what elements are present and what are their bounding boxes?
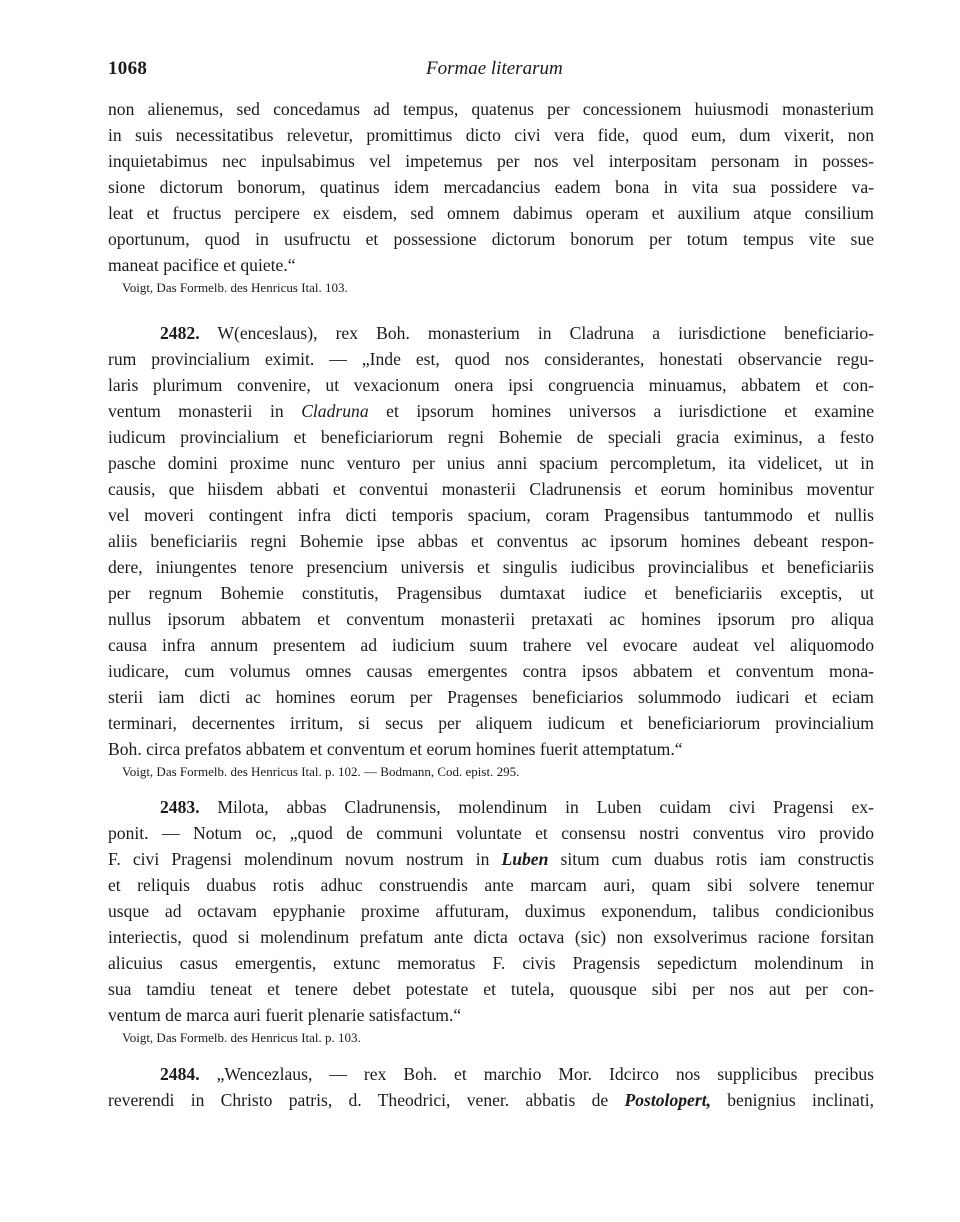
source-citation: [122, 279, 888, 297]
text-segment: in suis necessitatibus relevetur, promittimus dicto civi vera fide, quod eum, dum vixerit, non: [108, 125, 874, 145]
text-segment: non alienemus, sed concedamus ad tempus, quatenus per concessionem huiusmodi monasterium: [108, 99, 874, 119]
text-line: [108, 452, 874, 474]
entry-number: 2483.: [160, 797, 200, 817]
text-line: [108, 686, 874, 708]
text-line: [108, 176, 874, 198]
source-citation: [122, 763, 888, 781]
text-line: [108, 634, 874, 656]
text-line: [108, 556, 874, 578]
text-segment: ponit. — Notum oc, „quod de communi voluntate et consensu nostri conventus viro provido: [108, 823, 874, 843]
text-segment: et reliquis duabus rotis adhuc construendis ante marcam auri, quam sibi solvere tenemur: [108, 875, 874, 895]
text-segment: usque ad octavam epyphanie proxime affuturam, duximus exponendum, talibus condicionibus: [108, 901, 874, 921]
text-line: [108, 150, 874, 172]
text-line: [108, 504, 874, 526]
text-line: [108, 848, 874, 870]
text-segment: terminari, decernentes irritum, si secus per aliquem iudicum et beneficiariorum provincialium: [108, 713, 874, 733]
place-name: Postolopert,: [624, 1090, 711, 1110]
text-segment: benignius inclinati,: [710, 1090, 874, 1110]
text-segment: nullus ipsorum abbatem et conventum monasterii pretaxati ac homines ipsorum pro aliqua: [108, 609, 874, 629]
text-segment: sione dictorum bonorum, quatinus idem mercadancius eadem bona in vita sua possidere va-: [108, 177, 874, 197]
source-citation: [122, 1029, 888, 1047]
text-segment: causis, que hiisdem abbati et conventui monasterii Cladrunensis et eorum hominibus moventur: [108, 479, 874, 499]
text-segment: oportunum, quod in usufructu et possessione dictorum bonorum per totum tempus vite sue: [108, 229, 874, 249]
text-segment: Milota, abbas Cladrunensis, molendinum in Luben cuidam civi Pragensi ex-: [199, 797, 874, 817]
text-line: [108, 978, 874, 1000]
text-segment: causa infra annum presentem ad iudicium suum trahere vel evocare audeat vel aliquomodo: [108, 635, 874, 655]
text-segment: sterii iam dicti ac homines eorum per Pragenses beneficiarios solummodo iudicari et eciam: [108, 687, 874, 707]
text-segment: per regnum Bohemie constitutis, Pragensibus dumtaxat iudice et beneficiariis exceptis, ut: [108, 583, 874, 603]
text-line: [108, 738, 874, 760]
text-segment: sua tamdiu teneat et tenere debet potestate et tutela, quousque sibi per nos aut per con-: [108, 979, 874, 999]
text-segment: situm cum duabus rotis iam constructis: [548, 849, 875, 869]
text-segment: leat et fructus percipere ex eisdem, sed omnem dabimus operam et auxilium atque consilium: [108, 203, 874, 223]
text-segment: F. civi Pragensi molendinum novum nostrum in: [108, 849, 502, 869]
text-line: [108, 530, 874, 552]
entry-number: 2482.: [160, 323, 200, 343]
text-line: [108, 874, 874, 896]
text-line: [108, 426, 874, 448]
text-line: [108, 952, 874, 974]
text-line: [108, 98, 874, 120]
text-segment: dere, iniungentes tenore presencium universis et singulis iudicibus provincialibus et beneficiariis: [108, 557, 874, 577]
text-line: [108, 124, 874, 146]
text-segment: reverendi in Christo patris, d. Theodrici, vener. abbatis de: [108, 1090, 625, 1110]
text-line: [108, 228, 874, 250]
text-line: [108, 822, 874, 844]
text-line: [108, 374, 874, 396]
text-segment: iudicare, cum volumus omnes causas emergentes contra ipsos abbatem et conventum mona-: [108, 661, 874, 681]
text-segment: ventum monasterii in: [108, 401, 302, 421]
text-segment: iudicum provincialium et beneficiariorum regni Bohemie de speciali gracia eximinus, a festo: [108, 427, 874, 447]
text-segment: Boh. circa prefatos abbatem et conventum et eorum homines fuerit attemptatum.“: [108, 739, 683, 759]
text-segment: aliis beneficiariis regni Bohemie ipse abbas et conventus ac ipsorum homines debeant respon-: [108, 531, 874, 551]
text-segment: maneat pacifice et quiete.“: [108, 255, 296, 275]
text-line: [108, 712, 874, 734]
text-line: [160, 1063, 874, 1085]
text-segment: Voigt, Das Formelb. des Henricus Ital. 103.: [122, 280, 348, 295]
text-segment: ventum de marca auri fuerit plenarie satisfactum.“: [108, 1005, 462, 1025]
text-line: [108, 660, 874, 682]
running-title: Formae literarum: [426, 58, 563, 79]
text-segment: interiectis, quod si molendinum prefatum ante dicta octava (sic) non exsolverimus racione forsitan: [108, 927, 874, 947]
text-line: [160, 322, 874, 344]
text-segment: alicuius casus emergentis, extunc memoratus F. civis Pragensis sepedictum molendinum in: [108, 953, 874, 973]
text-line: [108, 582, 874, 604]
text-line: [108, 926, 874, 948]
text-line: [108, 400, 874, 422]
text-segment: „Wencezlaus, — rex Boh. et marchio Mor. Idcirco nos supplicibus precibus: [199, 1064, 874, 1084]
text-segment: Voigt, Das Formelb. des Henricus Ital. p. 102. — Bodmann, Cod. epist. 295.: [122, 764, 520, 779]
text-segment: inquietabimus nec inpulsabimus vel impetemus per nos vel interpositam personam in posses-: [108, 151, 874, 171]
text-line: [108, 254, 874, 276]
text-line: [108, 900, 874, 922]
text-segment: pasche domini proxime nunc venturo per unius anni spacium percompletum, ita videlicet, ut in: [108, 453, 874, 473]
text-segment: laris plurimum convenire, ut vexacionum onera ipsi congruencia minuamus, abbatem et con-: [108, 375, 874, 395]
text-segment: et ipsorum homines universos a iurisdictione et examine: [368, 401, 874, 421]
text-line: [108, 202, 874, 224]
text-segment: Voigt, Das Formelb. des Henricus Ital. p. 103.: [122, 1030, 361, 1045]
text-line: [160, 796, 874, 818]
text-segment: vel moveri contingent infra dicti temporis spacium, coram Pragensibus tantummodo et nullis: [108, 505, 874, 525]
page-number: 1068: [108, 58, 148, 79]
entry-number: 2484.: [160, 1064, 200, 1084]
text-line: [108, 478, 874, 500]
text-line: [108, 1089, 874, 1111]
text-line: [108, 1004, 874, 1026]
text-line: [108, 348, 874, 370]
text-segment: W(enceslaus), rex Boh. monasterium in Cladruna a iurisdictione beneficiario-: [199, 323, 874, 343]
text-segment: rum provincialium eximit. — „Inde est, quod nos considerantes, honestati observancie regu-: [108, 349, 874, 369]
place-name: Luben: [501, 849, 549, 869]
text-line: [108, 608, 874, 630]
place-name: Cladruna: [301, 401, 369, 421]
